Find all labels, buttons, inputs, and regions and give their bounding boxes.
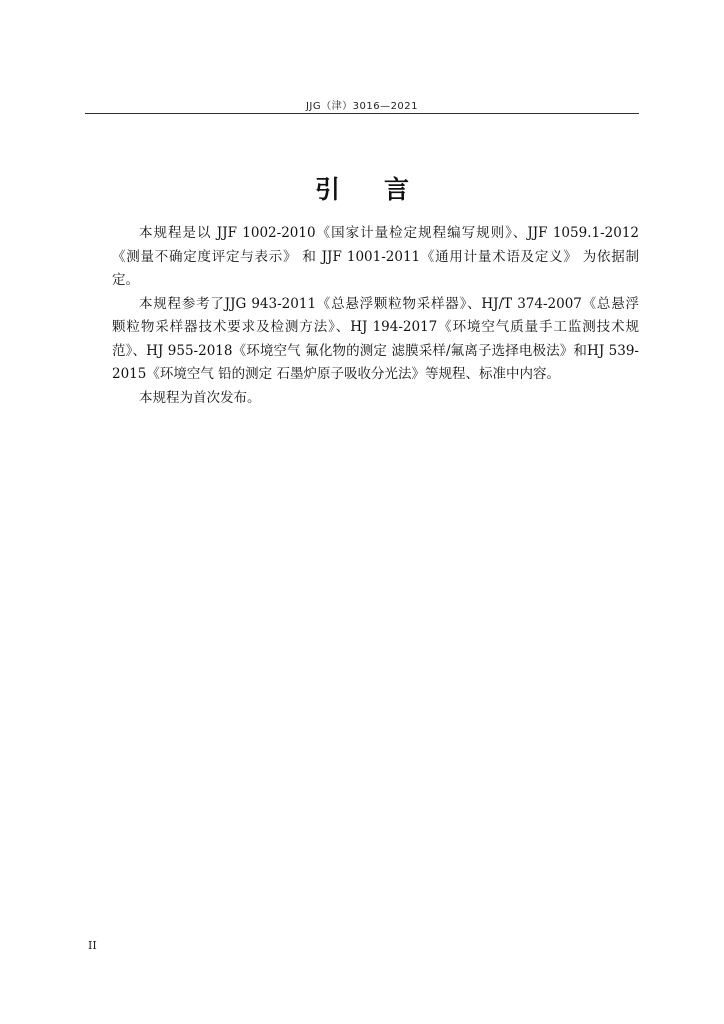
page-number: II: [88, 939, 97, 952]
paragraph-line: 范》、HJ 955-2018《环境空气 氟化物的测定 滤膜采样/氟离子选择电极法》和HJ 539-: [112, 342, 639, 359]
running-header: JJG（津）3016—2021: [305, 101, 419, 112]
page-title: 引言: [314, 175, 453, 204]
body-text: [85, 222, 639, 410]
paragraph-basis: [85, 222, 639, 293]
paragraph-line: 本规程为首次发布。: [139, 389, 261, 406]
header-rule: [85, 113, 639, 114]
paragraph-line: 2015《环境空气 铅的测定 石墨炉原子吸收分光法》等规程、标准中内容。: [112, 366, 560, 382]
paragraph-references: [85, 293, 639, 387]
paragraph-line: 本规程是以 JJF 1002-2010《国家计量检定规程编写规则》、JJF 1059.1-2012: [139, 225, 639, 241]
paragraph-line: 《测量不确定度评定与表示》 和 JJF 1001-2011《通用计量术语及定义》 为依据制: [112, 248, 639, 265]
paragraph-line: 定。: [112, 272, 139, 288]
paragraph-line: 本规程参考了JJG 943-2011《总悬浮颗粒物采样器》、HJ/T 374-2007《总悬浮: [139, 295, 639, 312]
paragraph-line: 颗粒物采样器技术要求及检测方法》、HJ 194-2017《环境空气质量手工监测技术规: [112, 319, 639, 335]
paragraph-first-release: [85, 387, 639, 411]
